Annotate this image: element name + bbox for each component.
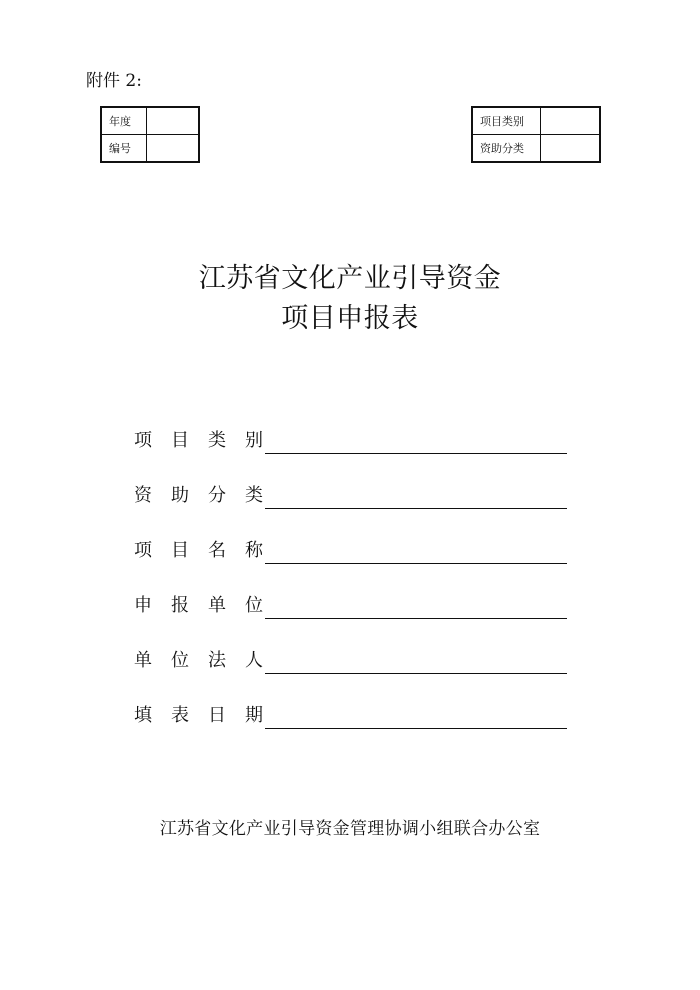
attachment-label: 附件 2: bbox=[86, 71, 142, 91]
project-category-label: 项目类别 bbox=[472, 107, 541, 135]
project-category-input[interactable] bbox=[265, 431, 567, 454]
form-label: 资助分类 bbox=[134, 485, 282, 506]
form-row-funding-class bbox=[134, 479, 567, 509]
number-field[interactable] bbox=[147, 135, 200, 163]
form-label: 填表日期 bbox=[134, 705, 282, 726]
form-row-applicant bbox=[134, 589, 567, 619]
funding-class-input[interactable] bbox=[265, 486, 567, 509]
form-row-legal-rep bbox=[134, 644, 567, 674]
form-row-fill-date bbox=[134, 699, 567, 729]
year-field[interactable] bbox=[147, 107, 200, 135]
form-row-project-category bbox=[134, 424, 567, 454]
issuing-office: 江苏省文化产业引导资金管理协调小组联合办公室 bbox=[159, 819, 541, 839]
category-funding-table bbox=[471, 106, 601, 163]
page-title: 江苏省文化产业引导资金 bbox=[198, 263, 502, 294]
funding-class-label: 资助分类 bbox=[472, 135, 541, 163]
form-label: 申报单位 bbox=[134, 595, 282, 616]
fill-date-input[interactable] bbox=[265, 706, 567, 729]
project-category-field[interactable] bbox=[541, 107, 601, 135]
number-label: 编号 bbox=[101, 135, 147, 163]
form-label: 项目类别 bbox=[134, 430, 282, 451]
form-row-project-name bbox=[134, 534, 567, 564]
project-name-input[interactable] bbox=[265, 541, 567, 564]
form-label: 单位法人 bbox=[134, 650, 282, 671]
year-number-table bbox=[100, 106, 200, 163]
form-label: 项目名称 bbox=[134, 540, 282, 561]
funding-class-field[interactable] bbox=[541, 135, 601, 163]
year-label: 年度 bbox=[101, 107, 147, 135]
applicant-input[interactable] bbox=[265, 596, 567, 619]
legal-rep-input[interactable] bbox=[265, 651, 567, 674]
page-subtitle: 项目申报表 bbox=[281, 303, 419, 334]
